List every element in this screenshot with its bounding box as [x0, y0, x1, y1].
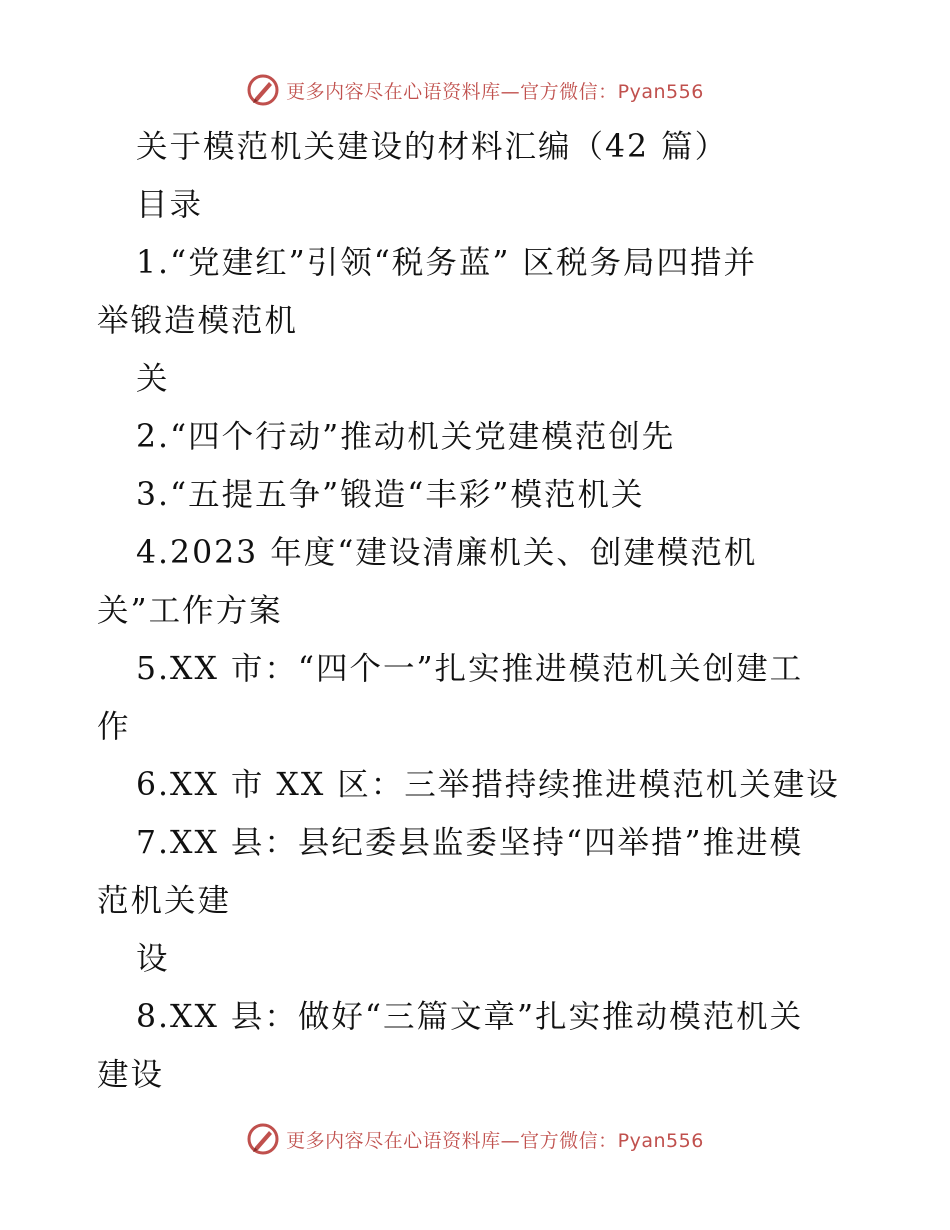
toc-item-continuation: 建设: [97, 1057, 165, 1093]
document-title: 关于模范机关建设的材料汇编（42 篇）: [136, 129, 729, 165]
document-body: [97, 118, 840, 1104]
toc-item-continuation: 关: [136, 361, 170, 397]
watermark-header: [0, 70, 950, 110]
pen-logo-icon: [246, 73, 280, 107]
toc-item-continuation: 范机关建: [97, 883, 232, 919]
toc-item-continuation: 设: [136, 941, 170, 977]
toc-item: 8.XX 县：做好“三篇文章”扎实推动模范机关: [136, 999, 804, 1035]
watermark-footer: [0, 1119, 950, 1159]
watermark-text: 更多内容尽在心语资料库—官方微信：Pyan556: [286, 1129, 704, 1152]
toc-item: 5.XX 市：“四个一”扎实推进模范机关创建工: [136, 651, 804, 687]
toc-item: 4.2023 年度“建设清廉机关、创建模范机: [136, 535, 758, 571]
watermark-text: 更多内容尽在心语资料库—官方微信：Pyan556: [286, 80, 704, 103]
pen-logo-icon: [246, 1122, 280, 1156]
toc-heading: 目录: [136, 187, 204, 223]
toc-item-continuation: 关”工作方案: [97, 593, 283, 629]
toc-item-continuation: 作: [97, 709, 131, 745]
toc-item-continuation: 举锻造模范机: [97, 303, 299, 339]
toc-item: 7.XX 县：县纪委县监委坚持“四举措”推进模: [136, 825, 804, 861]
toc-item: 6.XX 市 XX 区：三举措持续推进模范机关建设: [136, 767, 840, 803]
toc-item: 3.“五提五争”锻造“丰彩”模范机关: [136, 477, 645, 513]
toc-item: 1.“党建红”引领“税务蓝” 区税务局四措并: [136, 245, 757, 281]
toc-item: 2.“四个行动”推动机关党建模范创先: [136, 419, 676, 455]
